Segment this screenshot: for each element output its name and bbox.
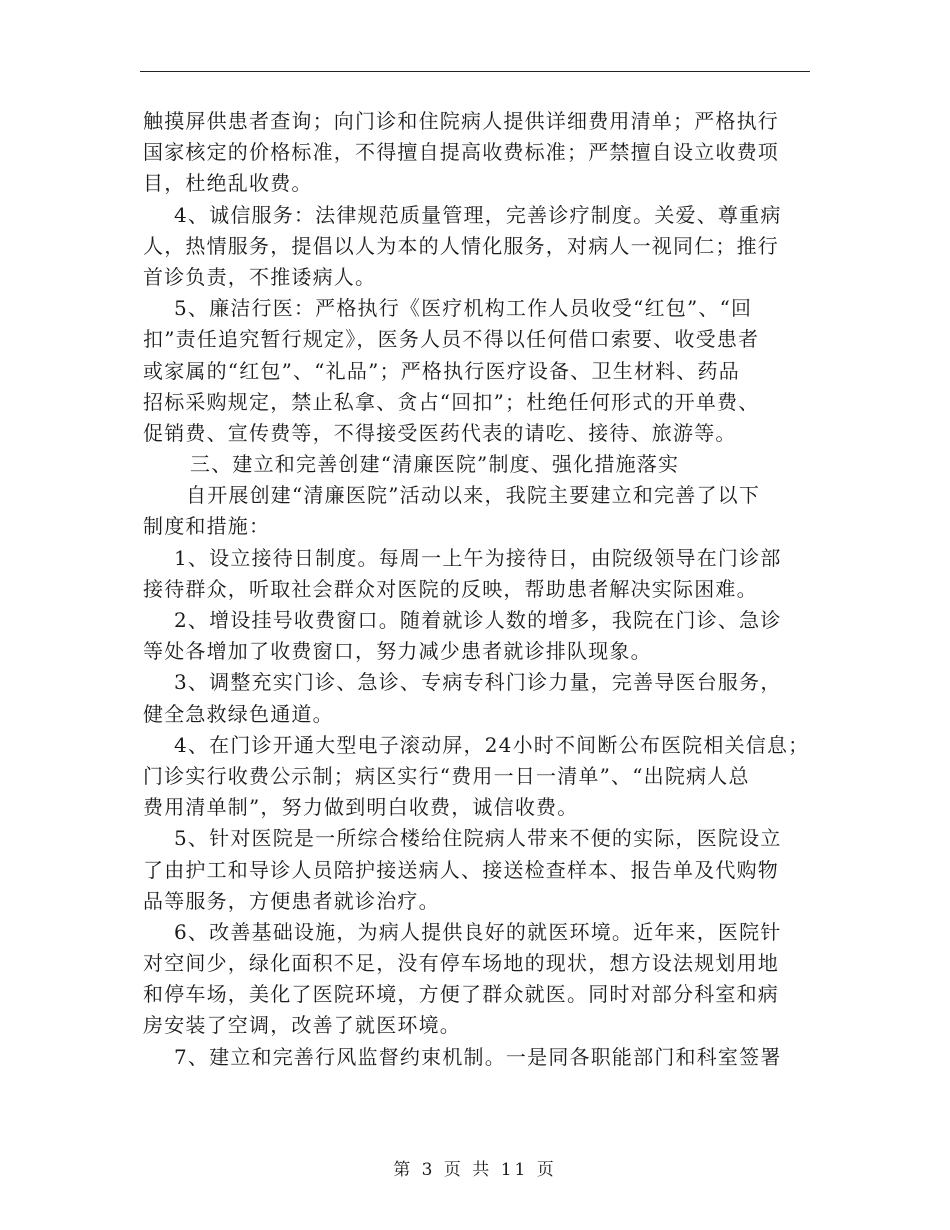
text-line: 门诊实行收费公示制；病区实行“费用一日一清单”、“出院病人总: [143, 763, 750, 788]
text-line: 对空间少，绿化面积不足，没有停车场地的现状，想方设法规划用地: [143, 951, 779, 976]
header-rule: [140, 71, 810, 72]
text-line: 触摸屏供患者查询；向门诊和住院病人提供详细费用清单；严格执行: [143, 109, 779, 133]
text-line: 和停车场，美化了医院环境，方便了群众就医。同时对部分科室和病: [143, 982, 779, 1007]
paragraph-start: 3、调整充实门诊、急诊、专病专科门诊力量，完善导医台服务，: [174, 670, 782, 695]
text-line: 健全急救绿色通道。: [143, 701, 334, 726]
document-body: [143, 106, 823, 1073]
text-line: 国家核定的价格标准，不得擅自提高收费标准；严禁擅自设立收费项: [143, 140, 779, 165]
text-line: 或家属的“红包”、“礼品”；严格执行医疗设备、卫生材料、药品: [143, 358, 740, 383]
text-line: 招标采购规定，禁止私拿、贪占“回扣”；杜绝任何形式的开单费、: [143, 389, 760, 414]
page-number-prefix: 第: [393, 1160, 414, 1180]
paragraph-start: 5、针对医院是一所综合楼给住院病人带来不便的实际，医院设立: [174, 826, 782, 851]
paragraph-start: 5、廉洁行医：严格执行《医疗机构工作人员收受“红包”、“回: [174, 296, 753, 321]
text-line: 扣”责任追究暂行规定》，医务人员不得以任何借口索要、收受患者: [143, 327, 760, 352]
text-line: 促销费、宣传费等，不得接受医药代表的请吃、接待、旅游等。: [143, 420, 737, 445]
text-line: 首诊负责，不推诿病人。: [143, 264, 377, 289]
current-page-number: 3: [421, 1160, 436, 1180]
paragraph-start: 4、诚信服务：法律规范质量管理，完善诊疗制度。关爱、尊重病: [174, 202, 782, 227]
text-line: 目，杜绝乱收费。: [143, 171, 313, 196]
page-footer: [0, 1155, 950, 1180]
total-page-count: 11: [500, 1160, 529, 1180]
paragraph-start: 7、建立和完善行风监督约束机制。一是同各职能部门和科室签署: [174, 1044, 782, 1069]
section-heading: 三、建立和完善创建“清廉医院”制度、强化措施落实: [190, 452, 680, 477]
paragraph-start: 4、在门诊开通大型电子滚动屏，24小时不间断公布医院相关信息；: [174, 732, 810, 757]
text-line: 人，热情服务，提倡以人为本的人情化服务，对病人一视同仁；推行: [143, 233, 779, 258]
paragraph-start: 2、增设挂号收费窗口。随着就诊人数的增多，我院在门诊、急诊: [174, 608, 782, 632]
page-number-middle: 页 共: [443, 1160, 493, 1180]
text-line: 制度和措施：: [143, 514, 271, 539]
text-line: 了由护工和导诊人员陪护接送病人、接送检查样本、报告单及代购物: [143, 857, 779, 882]
text-line: 等处各增加了收费窗口，努力减少患者就诊排队现象。: [143, 639, 652, 664]
text-line: 房安装了空调，改善了就医环境。: [143, 1013, 461, 1038]
text-line: 品等服务，方便患者就诊治疗。: [143, 888, 440, 913]
paragraph-start: 自开展创建“清廉医院”活动以来，我院主要建立和完善了以下: [186, 483, 761, 508]
paragraph-start: 6、改善基础设施，为病人提供良好的就医环境。近年来，医院针: [174, 919, 782, 944]
text-line: 接待群众，听取社会群众对医院的反映，帮助患者解决实际困难。: [143, 576, 758, 601]
text-line: 费用清单制”，努力做到明白收费，诚信收费。: [143, 795, 579, 820]
paragraph-start: 1、设立接待日制度。每周一上午为接待日，由院级领导在门诊部: [174, 545, 782, 570]
page-number-suffix: 页: [536, 1160, 557, 1180]
